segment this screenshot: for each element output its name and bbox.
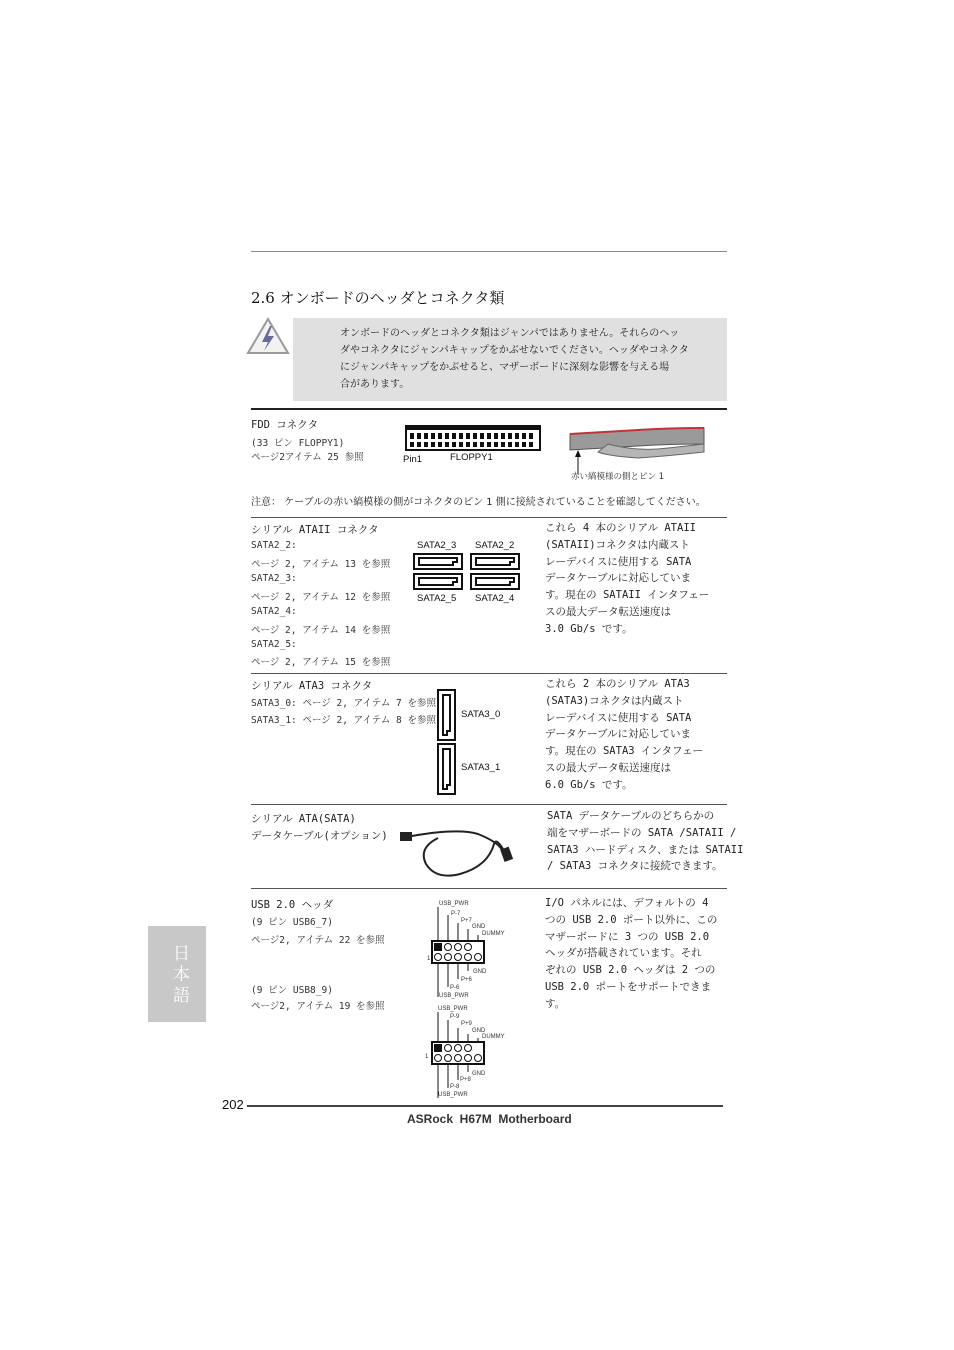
sataii-item: SATA2_4: xyxy=(251,606,297,617)
sataii-title: シリアル ATAII コネクタ xyxy=(251,524,379,536)
gnd-label: GND xyxy=(472,1071,486,1077)
fdd-pins: (33 ピン FLOPPY1) xyxy=(251,438,345,449)
sata3-item: SATA3_0: ページ 2, アイテム 7 を参照 xyxy=(251,698,436,709)
gnd-label: GND xyxy=(472,1028,486,1034)
usb-h1-pins: (9 ピン USB6_7) xyxy=(251,917,333,928)
pin-label: P+9 xyxy=(461,1021,472,1027)
sata3-ports-diagram xyxy=(437,689,457,795)
pin-label: P-9 xyxy=(450,1014,460,1020)
desc-line: SATA データケーブルのどちらかの xyxy=(547,810,715,822)
row-rule xyxy=(251,517,727,518)
desc-line: 端をマザーボードの SATA /SATAII / xyxy=(547,826,737,839)
desc-line: (SATA3)コネクタは内蔵スト xyxy=(545,694,684,707)
desc-line: マザーボードに 3 つの USB 2.0 xyxy=(545,930,710,943)
usb-pwr-label: USB_PWR xyxy=(439,993,469,999)
sataii-item: ページ 2, アイテム 15 を参照 xyxy=(251,657,391,668)
pin-label: P-7 xyxy=(451,911,461,917)
section-title: 2.6 オンボードのヘッダとコネクタ類 xyxy=(251,289,505,307)
pin1-label: 1 xyxy=(427,956,431,962)
warning-line: 合があります。 xyxy=(340,379,410,390)
sataii-ports-diagram xyxy=(413,553,521,593)
language-tab-label: 日本語 xyxy=(169,944,189,1007)
desc-line: SATA3 ハードディスク、または SATAII xyxy=(547,843,744,856)
desc-line: す。現在の SATAII インタフェー xyxy=(545,589,710,602)
desc-line: / SATA3 コネクタに接続できます。 xyxy=(547,860,723,873)
page-number: 202 xyxy=(222,1097,244,1112)
desc-line: データケーブルに対応していま xyxy=(545,572,692,585)
warning-line: オンボードのヘッダとコネクタ類はジャンパではありません。それらのヘッ xyxy=(340,328,680,339)
sataii-item: SATA2_3: xyxy=(251,573,297,584)
desc-line: (SATAII)コネクタは内蔵スト xyxy=(545,538,690,551)
usb-pwr-label: USB_PWR xyxy=(438,1092,468,1098)
pin-label: P+7 xyxy=(461,918,472,924)
desc-line: つの USB 2.0 ポート以外に、この xyxy=(545,913,718,926)
sata3-item: SATA3_1: ページ 2, アイテム 8 を参照 xyxy=(251,715,436,726)
footer-rule xyxy=(247,1105,723,1107)
fdd-title: FDD コネクタ xyxy=(251,419,319,431)
fdd-ref: ページ2アイテム 25 参照 xyxy=(251,452,364,463)
desc-line: これら 4 本のシリアル ATAII xyxy=(545,522,696,534)
sata-cable-description xyxy=(547,808,743,875)
dummy-label: DUMMY xyxy=(482,1034,505,1040)
row-rule xyxy=(251,804,727,805)
desc-line: スの最大データ転送速度は xyxy=(545,761,671,774)
desc-line: スの最大データ転送速度は xyxy=(545,605,671,618)
language-side-tab xyxy=(148,926,206,1022)
footer-product: ASRock H67M Motherboard xyxy=(407,1112,572,1126)
sataii-item: ページ 2, アイテム 12 を参照 xyxy=(251,592,391,603)
usb-description xyxy=(545,895,717,1013)
sata3-1-label: SATA3_1 xyxy=(461,762,501,773)
sata-cable-image xyxy=(398,824,520,882)
sata2-5-label: SATA2_5 xyxy=(417,593,457,604)
floppy-cable-caption: 赤い縞模様の側とピン 1 xyxy=(571,472,665,482)
desc-line: データケーブルに対応していま xyxy=(545,728,692,741)
sata3-title: シリアル ATA3 コネクタ xyxy=(251,680,373,692)
pin-label: P-8 xyxy=(450,1084,460,1090)
floppy-pin1-label: Pin1 xyxy=(403,454,423,465)
usb-pwr-label: USB_PWR xyxy=(439,901,469,907)
sata2-3-label: SATA2_3 xyxy=(417,540,457,551)
sata3-description xyxy=(545,676,703,794)
pin-label: P+6 xyxy=(461,977,472,983)
sata-cable-subtitle: データケーブル(オプション) xyxy=(251,830,388,842)
usb-h1-ref: ページ2, アイテム 22 を参照 xyxy=(251,935,385,946)
usb-h2-pins: (9 ピン USB8_9) xyxy=(251,985,333,996)
desc-line: ヘッダが搭載されています。それ xyxy=(545,947,702,960)
warning-box xyxy=(293,318,727,401)
sataii-item: ページ 2, アイテム 13 を参照 xyxy=(251,559,391,570)
dummy-label: DUMMY xyxy=(482,931,505,937)
sataii-description xyxy=(545,520,709,638)
pin-label: P+8 xyxy=(460,1077,471,1083)
row-rule xyxy=(251,673,727,674)
sataii-item: ページ 2, アイテム 14 を参照 xyxy=(251,625,391,636)
desc-line: I/O パネルには、デフォルトの 4 xyxy=(545,897,709,909)
desc-line: 6.0 Gb/s です。 xyxy=(545,778,633,791)
sata2-2-label: SATA2_2 xyxy=(475,540,515,551)
desc-line: 3.0 Gb/s です。 xyxy=(545,622,633,635)
usb-pwr-label: USB_PWR xyxy=(438,1006,468,1012)
usb-title: USB 2.0 ヘッダ xyxy=(251,899,334,911)
pin1-label: 1 xyxy=(425,1054,429,1060)
section-rule xyxy=(251,408,727,410)
floppy-connector-diagram xyxy=(405,425,541,453)
pin-label: P-6 xyxy=(450,985,460,991)
desc-line: す。 xyxy=(545,997,566,1010)
sataii-item: SATA2_5: xyxy=(251,639,297,650)
gnd-label: GND xyxy=(473,969,487,975)
desc-line: ぞれの USB 2.0 ヘッダは 2 つの xyxy=(545,964,716,977)
usb-h2-ref: ページ2, アイテム 19 を参照 xyxy=(251,1001,385,1012)
desc-line: レーデバイスに使用する SATA xyxy=(545,711,692,724)
desc-line: す。現在の SATA3 インタフェー xyxy=(545,745,703,758)
sata3-0-label: SATA3_0 xyxy=(461,709,501,720)
desc-line: レーデバイスに使用する SATA xyxy=(545,555,692,568)
warning-icon xyxy=(246,316,290,356)
sata-cable-title: シリアル ATA(SATA) xyxy=(251,813,356,825)
sata2-4-label: SATA2_4 xyxy=(475,593,515,604)
gnd-label: GND xyxy=(472,924,486,930)
warning-line: にジャンパキャップをかぶせると、マザーボードに深刻な影響を与える場 xyxy=(340,362,670,373)
desc-line: USB 2.0 ポートをサポートできま xyxy=(545,980,712,993)
top-rule xyxy=(251,251,727,252)
sataii-item: SATA2_2: xyxy=(251,540,297,551)
warning-line: ダやコネクタにジャンパキャップをかぶせないでください。ヘッダやコネクタ xyxy=(340,345,689,356)
floppy-label: FLOPPY1 xyxy=(450,452,493,463)
fdd-note: 注意： ケーブルの赤い縞模様の側がコネクタのピン 1 側に接続されていることを確認してください。 xyxy=(251,497,706,508)
row-rule xyxy=(251,888,727,889)
desc-line: これら 2 本のシリアル ATA3 xyxy=(545,678,690,690)
